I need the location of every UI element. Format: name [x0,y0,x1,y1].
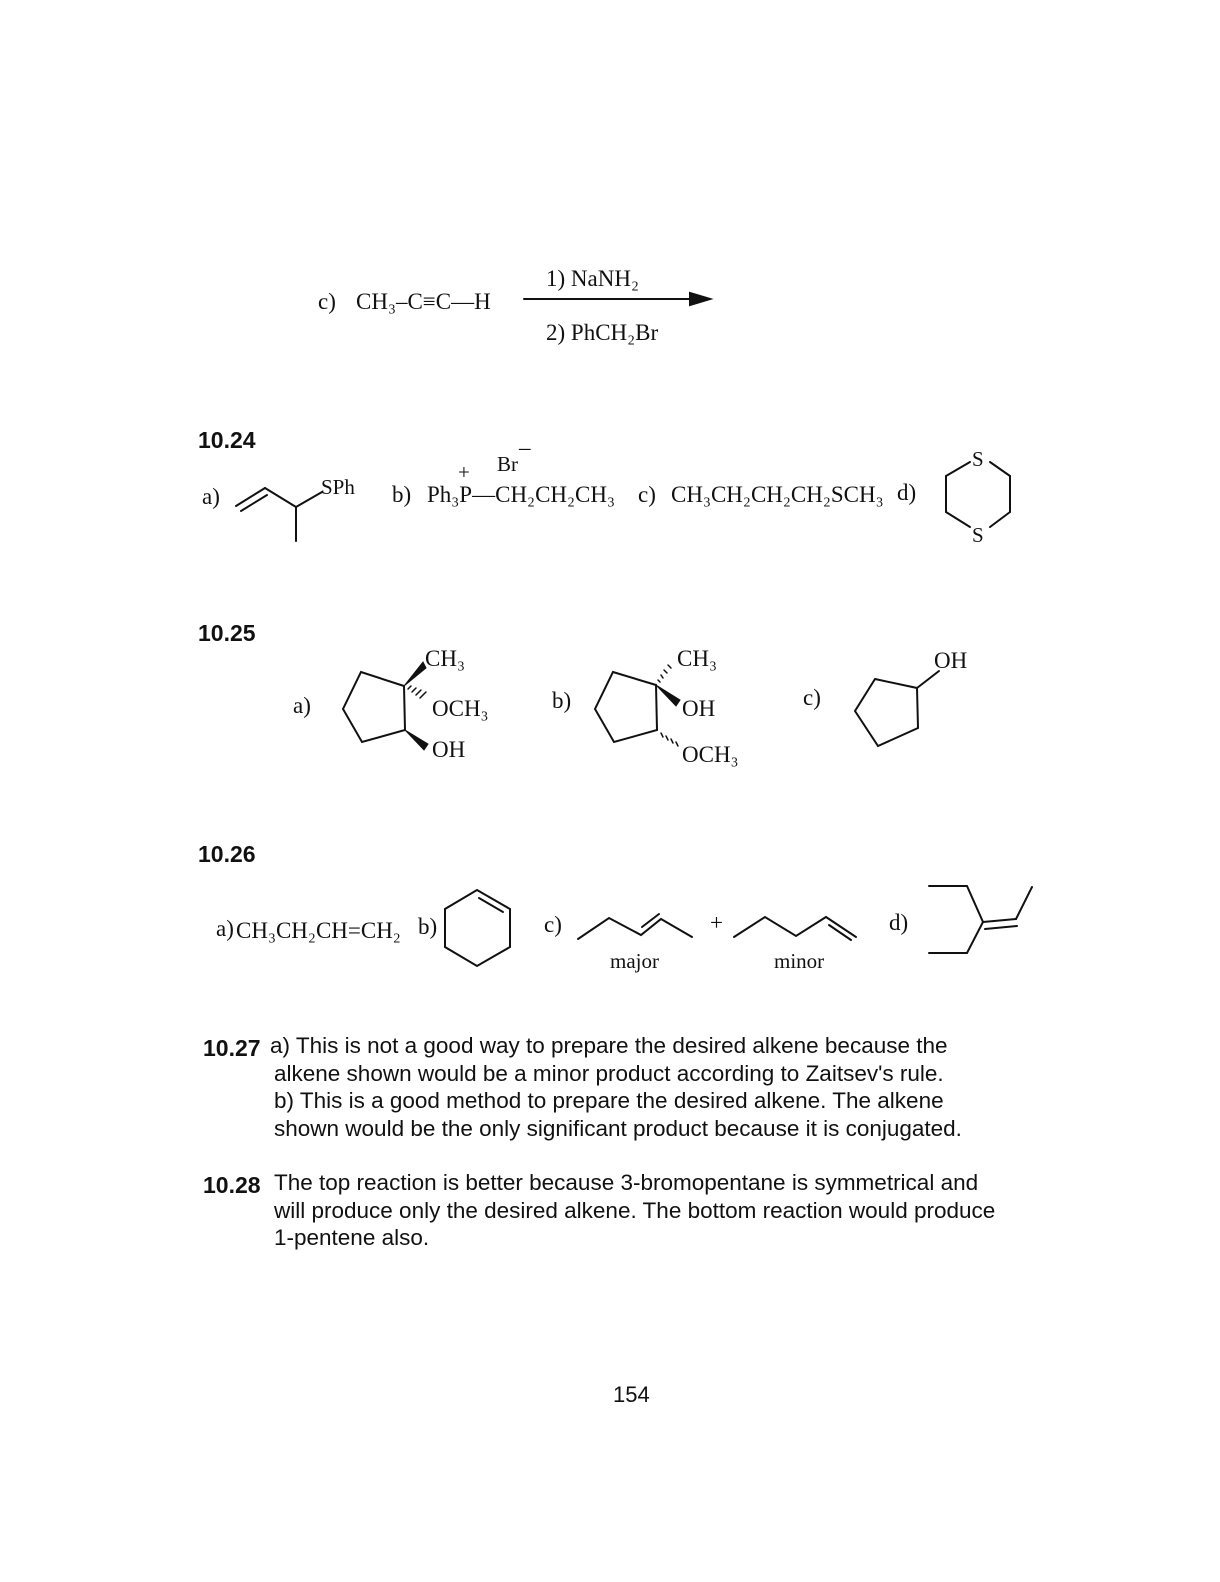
reaction-c-reactant: CH₃–C≡C—H [356,289,491,314]
q10-25-c-hydroxyl: OH [934,648,968,673]
reaction-c-reagent-1: 1) NaNH₂ [546,266,639,291]
q10-26-c-minor-text: minor [774,949,825,973]
q10-25-a-label: a) [293,693,311,718]
q10-28-line: 1-pentene also. [274,1225,430,1250]
q10-24-a-sph: SPh [321,475,355,499]
question-number-10-25: 10.25 [198,620,256,646]
question-number-10-24: 10.24 [198,427,256,453]
q10-24-a-label: a) [202,484,220,509]
q10-26-a-formula: CH₃CH₂CH=CH₂ [236,918,401,943]
q10-24-b-plus: + [458,460,470,484]
q10-25-c-label: c) [803,685,821,710]
question-number-10-26: 10.26 [198,841,256,867]
reaction-c-reagent-2: 2) PhCH₂Br [546,320,659,345]
q10-26-d-alkene [0,0,1,1]
q10-28-answer [274,1169,995,1252]
q10-26-c-label: c) [544,912,562,937]
q10-24-b-bromide: Br [497,452,518,476]
q10-27-line: a) This is not a good way to prepare the desired alkene because the [270,1033,948,1058]
q10-25-b-methoxy: OCH₃ [682,742,739,767]
q10-26-c-major-text: major [610,949,659,973]
q10-25-b-hydroxyl: OH [682,696,716,721]
q10-26-d-label: d) [889,910,909,935]
q10-26-c-plus: + [710,910,723,935]
question-number-10-28: 10.28 [203,1172,261,1198]
q10-24-b-charge: – [519,435,531,460]
question-number-10-27: 10.27 [203,1035,261,1061]
q10-27-line: shown would be the only significant product because it is conjugated. [274,1115,962,1141]
q10-24-d-sulfur-bottom: S [972,523,984,547]
q10-25-a-methyl: CH₃ [425,646,465,671]
q10-28-line: will produce only the desired alkene. The bottom reaction would produce [274,1197,996,1223]
q10-27-line: alkene shown would be a minor product according to Zaitsev's rule. [274,1060,944,1086]
q10-26-b-label: b) [418,914,438,939]
q10-24-b-formula: Ph₃P—CH₂CH₂CH₃ [427,482,616,507]
q10-28-line: The top reaction is better because 3-bromopentane is symmetrical and [274,1170,979,1195]
page-number: 154 [613,1382,650,1407]
reaction-c-label: c) [318,289,336,314]
q10-24-d-sulfur-top: S [972,447,984,471]
q10-24-d-label: d) [897,480,917,505]
q10-27-answer [270,1032,962,1142]
q10-26-a-label: a) [216,916,234,941]
q10-25-b-label: b) [552,688,572,713]
q10-27-line: b) This is a good method to prepare the desired alkene. The alkene [274,1088,944,1113]
q10-24-c-label: c) [638,482,656,507]
q10-25-a-methoxy: OCH₃ [432,696,489,721]
q10-24-c-formula: CH₃CH₂CH₂CH₂SCH₃ [671,482,884,507]
q10-25-b-methyl: CH₃ [677,646,717,671]
q10-25-a-hydroxyl: OH [432,737,466,762]
q10-24-b-label: b) [392,482,412,507]
